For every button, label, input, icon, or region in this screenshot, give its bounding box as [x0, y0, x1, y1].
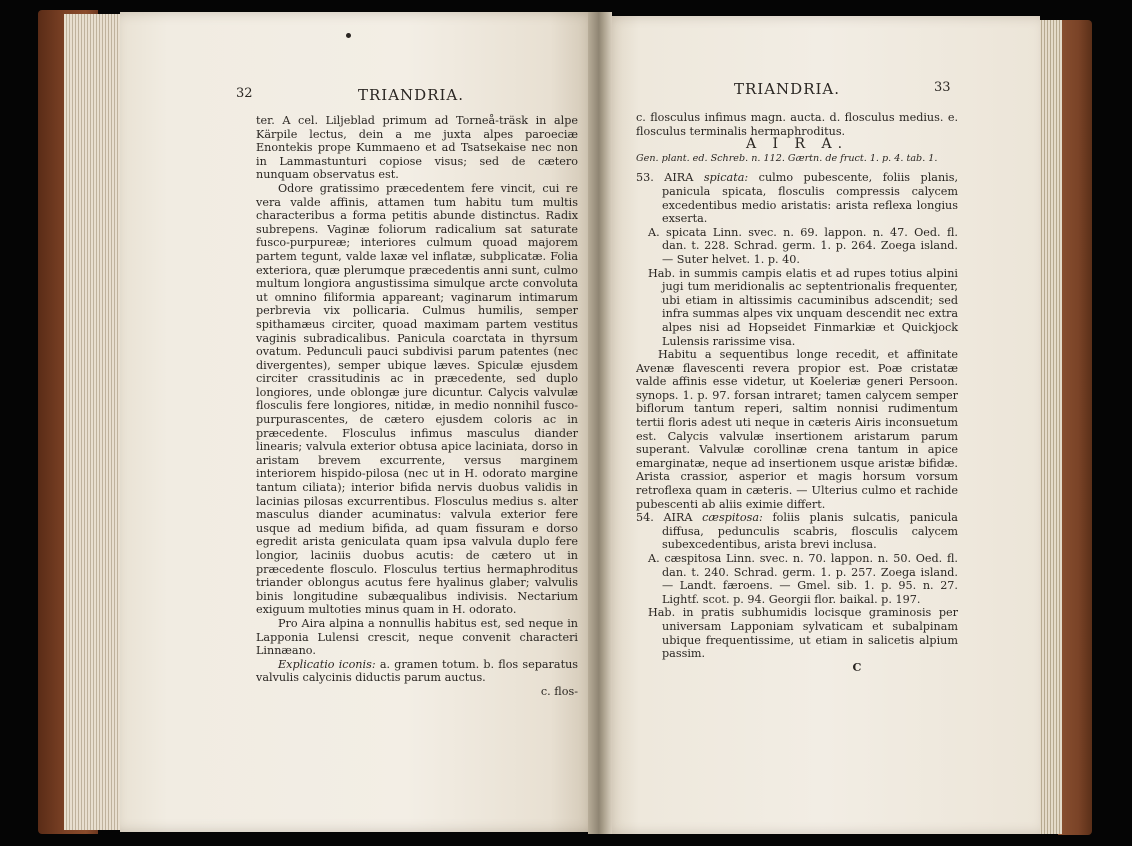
explicatio-text: a. gramen totum. b. flos separatus valvulis calycinis diductis parum auctus. [256, 657, 579, 685]
signature-mark: C [852, 659, 862, 674]
genus-heading: A I R A. [745, 136, 849, 153]
species-habitat: Hab. in summis campis elatis et ad rupes totius alpini jugi tum meridionalis ac septentrionalis frequenter, ubi etiam in altissimis cacuminibus adscendit; sed infra summas alpes vix unquam descendit nec extra alpes nisi ad Hopseidet Finmarkiæ et Quickjock Lulensis rarissime visa. [648, 266, 958, 348]
species-genus: AIRA [663, 511, 693, 525]
species-diagnosis: foliis planis sulcatis, panicula diffusa, pedunculis scabris, flosculis calycem subexcedentibus, arista brevi inclusa. [662, 511, 958, 552]
species-entry [636, 511, 958, 552]
left-page-text [256, 114, 578, 699]
species-number: 54. [636, 511, 654, 525]
catchword: c. flos- [540, 684, 578, 698]
right-page-number: 33 [934, 80, 951, 95]
left-running-head: TRIANDRIA. [358, 86, 465, 104]
right-page-text [636, 111, 958, 674]
species-entry [636, 171, 958, 225]
species-habitat: Hab. in pratis subhumidis locisque graminosis per universam Lapponiam sylvaticam et subalpinam ubique frequentissime, ut etiam in salicetis alpium passim. [648, 606, 958, 661]
species-diagnosis: culmo pubescente, foliis planis, panicula spicata, flosculis compressis calycem excedentibus medio aristatis: arista reflexa longius exserta. [662, 171, 959, 226]
paragraph: Pro Aira alpina a nonnullis habitus est, sed neque in Lapponia Lulensi crescit, neque convenit characteri Linnæano. [256, 616, 578, 658]
right-running-head: TRIANDRIA. [734, 80, 841, 98]
paragraph: Odore gratissimo præcedentem fere vincit, cui re vera valde affinis, attamen tum habitu tum multis characteribus a forma petitis abunde distinctus. Radix subrepens. Vaginæ foliorum radicalium sat saturate fusco-purpureæ; interiores culmum quoad majorem partem tegunt, valde laxæ vel inflatæ, subplicatæ. Folia exteriora, quæ plerumque præcedentis anni sunt, culmo multum longiora angustissima simulque arcte convoluta ut omnino filiformia appareant; vaginarum intimarum perbrevia vix pollicaria. Culmus humilis, semper spithamæus circiter, quoad maximam partem vestitus vaginis subradicalibus. Panicula coarctata in thyrsum ovatum. Pedunculi pauci subdivisi parum patentes (nec divergentes), semper ubique læves. Spiculæ ejusdem circiter crassitudinis ac in præcedente, sed duplo longiores, unde oblongæ jure dicuntur. Calycis valvulæ flosculis fere longiores, nitidæ, in medio nonnihil fusco-purpurascentes, de cætero ejusdem coloris ac in præcedente. Flosculus infimus masculus diander linearis; valvula exterior obtusa apice laciniata, dorso in aristam brevem excurrente, versus marginem interiorem hispido-pilosa (nec ut in H. odorato margine tantum ciliata); interior bifida nervis duobus validis in lacinias pilosas excurrentibus. Flosculus medius s. alter masculus diander acuminatus: valvula exterior fere usque ad medium bifida, ad quam fissuram e dorso egredit arista geniculata quam ipsa valvula duplo fere longior, laciniis duobus acutis: de cætero ut in præcedente flosculo. Flosculus tertius hermaphroditus triander oblongus acutus fere hyalinus glaber; valvulis binis longitudine subæqualibus indivisis. Nectarium exiguum multoties minus quam in H. odorato. [256, 181, 578, 617]
explicatio-label: Explicatio iconis: [278, 657, 376, 671]
left-page-number: 32 [236, 86, 253, 101]
species-epithet: spicata: [703, 171, 749, 185]
book-gutter [588, 12, 612, 834]
species-genus: AIRA [664, 171, 694, 185]
species-epithet: cæspitosa: [702, 511, 763, 525]
paragraph: ter. A cel. Liljeblad primum ad Torneå-träsk in alpe Kärpile lectus, dein a me juxta alpes paroeciæ Enontekis prope Kummaeno et ad Tsatsekaise nec non in Lammastunturi copiose visus; sed de cætero nunquam observatus est. [256, 114, 578, 182]
species-synonyms: A. cæspitosa Linn. svec. n. 70. lappon. n. 50. Oed. fl. dan. t. 240. Schrad. germ. 1. p. 257. Zoega island. — Landt. færoens. — Gmel. sib. 1. p. 95. n. 27. Lightf. scot. p. 94. Georgii flor. baikal. p. 197. [648, 552, 958, 606]
ink-speck [346, 33, 351, 38]
species-number: 53. [636, 171, 654, 185]
genus-reference: Gen. plant. ed. Schreb. n. 112. Gærtn. de fruct. 1. p. 4. tab. 1. [636, 152, 938, 164]
continuation: c. flosculus infimus magn. aucta. d. flosculus medius. e. flosculus terminalis hermaphroditus. [636, 111, 958, 138]
species-description: Habitu a sequentibus longe recedit, et affinitate Avenæ flavescenti revera propior est. Poæ cristatæ valde affinis esse videtur, ut Koeleriæ generi Persoon. synops. 1. p. 97. forsan intraret; tamen calycem semper biflorum tantum reperi, saltim nonnisi rudimentum tertii floris adest uti neque in cæteris Airis inconsuetum est. Calycis valvulæ insertionem aristarum parum superant. Valvulæ corollinæ crena tantum in apice emarginatæ, neque ad insertionem usque aristæ bifidæ. Arista crassior, asperior et magis horsum vorsum retroflexa quam in cæteris. — Ulterius culmo et rachide pubescenti ab aliis eximie differt. [636, 348, 958, 511]
book-cover-right [1058, 20, 1092, 835]
species-synonyms: A. spicata Linn. svec. n. 69. lappon. n. 47. Oed. fl. dan. t. 228. Schrad. germ. 1. p. 264. Zoega island. — Suter helvet. 1. p. 40. [648, 225, 958, 266]
explicatio-paragraph [256, 658, 578, 685]
